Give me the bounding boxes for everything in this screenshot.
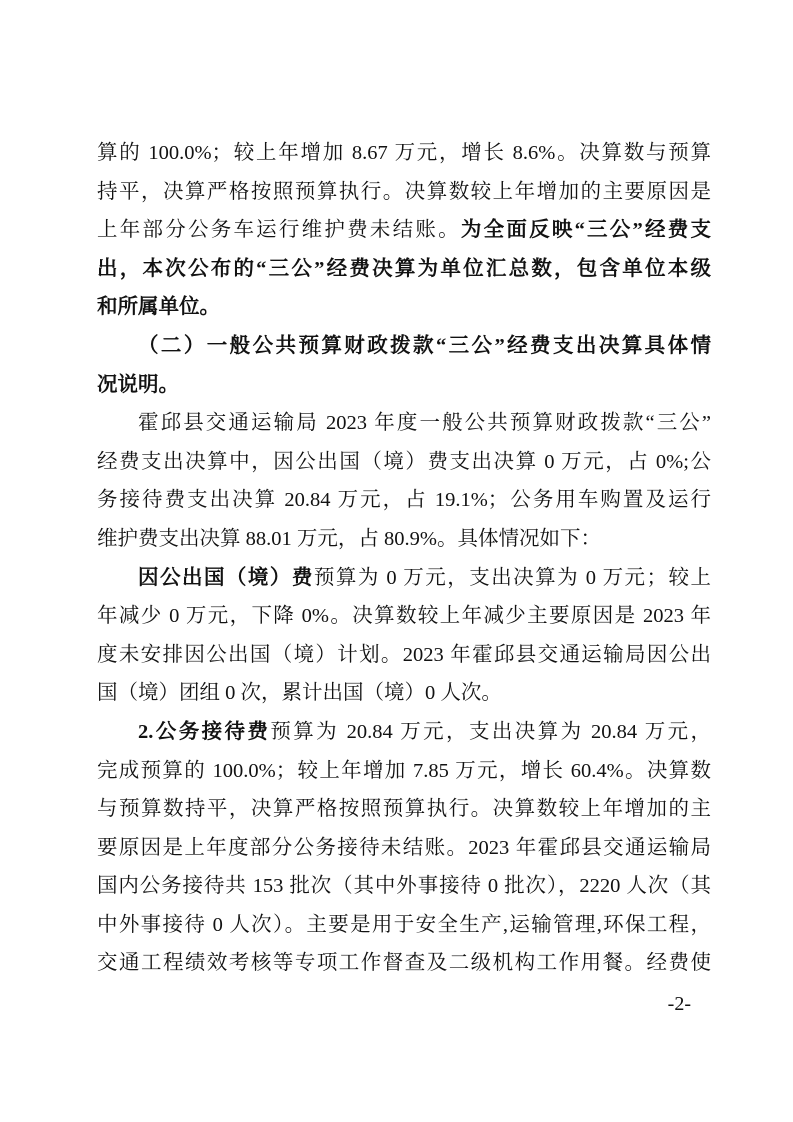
text-segment: 务接待费支出决算 20.84 万元，占 19.1%；公务用车购置及运行 bbox=[97, 489, 711, 512]
text-line bbox=[97, 867, 711, 906]
text-segment: 维护费支出决算 88.01 万元，占 80.9%。具体情况如下： bbox=[97, 527, 601, 550]
text-line bbox=[97, 752, 711, 791]
text-segment: 预算为 20.84 万元，支出决算为 20.84 万元， bbox=[270, 720, 712, 743]
text-line bbox=[97, 829, 711, 868]
text-segment: 与预算数持平，决算严格按照预算执行。决算数较上年增加的主 bbox=[97, 798, 711, 821]
text-line bbox=[97, 366, 711, 405]
text-line bbox=[97, 134, 711, 173]
text-segment: 算的 100.0%；较上年增加 8.67 万元，增长 8.6%。决算数与预算 bbox=[97, 142, 711, 164]
text-line bbox=[97, 790, 711, 829]
text-segment: 年减少 0 万元，下降 0%。决算数较上年减少主要原因是 2023 年 bbox=[97, 605, 711, 628]
text-line bbox=[97, 520, 711, 559]
text-line bbox=[97, 597, 711, 636]
text-line bbox=[97, 443, 711, 482]
text-segment-bold: 况说明。 bbox=[97, 373, 179, 396]
text-line bbox=[97, 404, 711, 443]
text-segment: 持平，决算严格按照预算执行。决算数较上年增加的主要原因是 bbox=[97, 180, 711, 203]
text-segment: 要原因是上年度部分公务接待未结账。2023 年霍邱县交通运输局 bbox=[97, 836, 711, 859]
text-line bbox=[97, 636, 711, 675]
text-segment: 国（境）团组 0 次，累计出国（境）0 人次。 bbox=[97, 682, 502, 705]
text-line bbox=[97, 944, 711, 983]
text-line bbox=[97, 481, 711, 520]
text-segment-bold: 和所属单位。 bbox=[97, 296, 220, 319]
text-line bbox=[97, 327, 711, 366]
text-segment: 国内公务接待共 153 批次（其中外事接待 0 批次），2220 人次（其 bbox=[97, 875, 711, 898]
text-segment: 霍邱县交通运输局 2023 年度一般公共预算财政拨款“三公” bbox=[138, 412, 711, 435]
text-line bbox=[97, 288, 711, 327]
text-segment-bold: 2.公务接待费 bbox=[138, 720, 271, 743]
text-line bbox=[97, 211, 711, 250]
text-segment: 经费支出决算中，因公出国（境）费支出决算 0 万元，占 0%;公 bbox=[97, 450, 711, 473]
text-segment: 交通工程绩效考核等专项工作督查及二级机构工作用餐。经费使 bbox=[97, 952, 711, 975]
text-line bbox=[97, 674, 711, 713]
text-segment: 预算为 0 万元，支出决算为 0 万元；较上 bbox=[313, 566, 712, 589]
text-line bbox=[97, 713, 711, 752]
text-segment-bold: （二）一般公共预算财政拨款“三公”经费支出决算具体情 bbox=[138, 334, 711, 357]
text-segment: 上年部分公务车运行维护费未结账。 bbox=[97, 219, 461, 242]
text-segment: 度未安排因公出国（境）计划。2023 年霍邱县交通运输局因公出 bbox=[97, 643, 711, 666]
text-segment-bold: 因公出国（境）费 bbox=[138, 566, 314, 589]
page-number: -2- bbox=[667, 993, 691, 1015]
document-body bbox=[97, 134, 711, 983]
text-line bbox=[97, 250, 711, 289]
text-segment-bold: 出，本次公布的“三公”经费决算为单位汇总数，包含单位本级 bbox=[97, 257, 711, 280]
text-segment-bold: 为全面反映“三公”经费支 bbox=[460, 219, 712, 242]
text-segment: 完成预算的 100.0%；较上年增加 7.85 万元，增长 60.4%。决算数 bbox=[97, 759, 711, 782]
text-segment: 中外事接待 0 人次）。主要是用于安全生产,运输管理,环保工程， bbox=[97, 913, 711, 936]
text-line bbox=[97, 173, 711, 212]
text-line bbox=[97, 906, 711, 945]
text-line bbox=[97, 559, 711, 598]
